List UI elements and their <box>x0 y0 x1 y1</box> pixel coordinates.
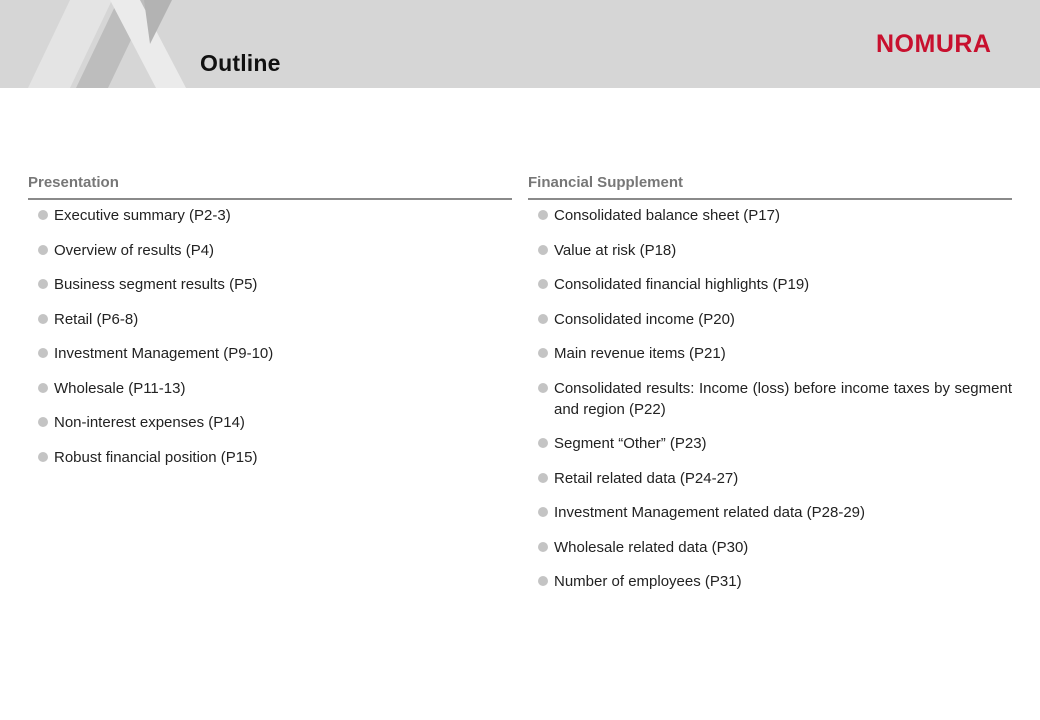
list-item-label: Consolidated income (P20) <box>554 310 735 328</box>
list-item <box>528 274 1012 295</box>
list-item <box>28 205 512 226</box>
supplement-list <box>528 205 1012 592</box>
list-item <box>28 378 512 399</box>
list-item-label: Non-interest expenses (P14) <box>54 414 245 431</box>
list-item-label: Wholesale (P11-13) <box>54 379 186 397</box>
bullet-icon <box>538 507 548 517</box>
list-item <box>28 343 512 364</box>
list-item <box>28 412 512 433</box>
bullet-icon <box>538 542 548 552</box>
bullet-icon <box>538 210 548 220</box>
nomura-logo: NOMURA <box>876 30 992 58</box>
bullet-icon <box>538 279 548 289</box>
list-item-label: Retail related data (P24-27) <box>554 469 739 487</box>
list-item-label: Consolidated results: Income (loss) before income taxes by segment and region (P22) <box>554 379 1012 418</box>
presentation-column <box>28 174 512 481</box>
bullet-icon <box>38 210 48 220</box>
list-item <box>528 537 1012 558</box>
list-item <box>528 309 1012 330</box>
list-item <box>528 433 1012 454</box>
list-item <box>528 343 1012 364</box>
list-item-label: Value at risk (P18) <box>554 241 677 259</box>
list-item <box>528 240 1012 261</box>
bullet-icon <box>38 348 48 358</box>
list-item <box>28 309 512 330</box>
list-item-label: Retail (P6-8) <box>54 310 139 328</box>
bullet-icon <box>38 383 48 393</box>
list-item-label: Consolidated financial highlights (P19) <box>554 276 810 293</box>
bullet-icon <box>38 279 48 289</box>
list-item-label: Overview of results (P4) <box>54 241 215 259</box>
presentation-list <box>28 205 512 468</box>
list-item-label: Segment “Other” (P23) <box>554 435 707 452</box>
list-item <box>528 571 1012 592</box>
list-item <box>28 240 512 261</box>
list-item-label: Number of employees (P31) <box>554 573 742 590</box>
bullet-icon <box>538 438 548 448</box>
list-item <box>528 468 1012 489</box>
presentation-heading: Presentation <box>28 174 512 200</box>
list-item-label: Investment Management (P9-10) <box>54 345 274 362</box>
supplement-column <box>528 174 1012 606</box>
list-item <box>528 378 1012 420</box>
bullet-icon <box>538 314 548 324</box>
list-item <box>28 274 512 295</box>
list-item-label: Main revenue items (P21) <box>554 345 726 362</box>
bullet-icon <box>38 452 48 462</box>
list-item <box>528 502 1012 523</box>
bullet-icon <box>538 245 548 255</box>
list-item <box>28 447 512 468</box>
bullet-icon <box>38 314 48 324</box>
bullet-icon <box>38 245 48 255</box>
list-item-label: Executive summary (P2-3) <box>54 207 231 224</box>
list-item <box>528 205 1012 226</box>
header-bar <box>0 0 1040 88</box>
list-item-label: Investment Management related data (P28-29) <box>554 504 866 521</box>
list-item-label: Robust financial position (P15) <box>54 448 258 466</box>
bullet-icon <box>538 348 548 358</box>
list-item-label: Business segment results (P5) <box>54 276 258 293</box>
bullet-icon <box>538 383 548 393</box>
bullet-icon <box>38 417 48 427</box>
bullet-icon <box>538 576 548 586</box>
list-item-label: Wholesale related data (P30) <box>554 538 749 556</box>
list-item-label: Consolidated balance sheet (P17) <box>554 207 780 224</box>
bullet-icon <box>538 473 548 483</box>
supplement-heading: Financial Supplement <box>528 174 1012 200</box>
page-title: Outline <box>200 50 281 76</box>
